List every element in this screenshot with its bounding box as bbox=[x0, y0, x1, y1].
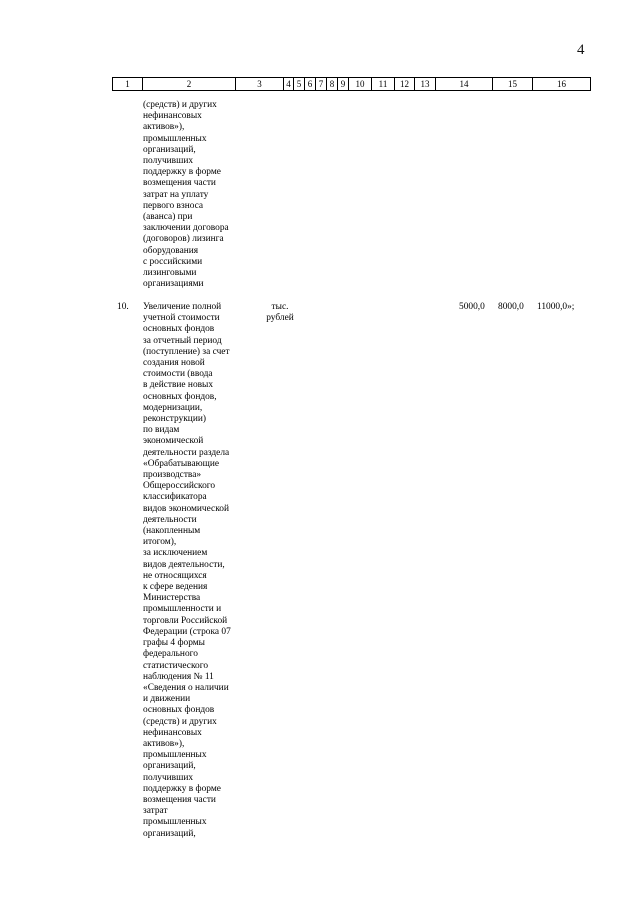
header-col-11: 11 bbox=[372, 78, 395, 90]
header-col-14: 14 bbox=[436, 78, 493, 90]
header-col-10: 10 bbox=[349, 78, 372, 90]
header-col-16: 16 bbox=[533, 78, 591, 90]
page-number: 4 bbox=[577, 42, 585, 58]
value-col-16: 11000,0»; bbox=[537, 302, 575, 312]
header-col-1: 1 bbox=[113, 78, 143, 90]
table-header-row bbox=[112, 77, 591, 91]
header-col-12: 12 bbox=[395, 78, 415, 90]
row-number: 10. bbox=[117, 302, 129, 312]
header-col-4: 4 bbox=[284, 78, 294, 90]
row-unit: тыс. рублей bbox=[266, 302, 294, 324]
header-col-9: 9 bbox=[338, 78, 349, 90]
header-col-6: 6 bbox=[305, 78, 316, 90]
header-col-8: 8 bbox=[327, 78, 338, 90]
row-description: Увеличение полной учетной стоимости основных фондов за отчетный период (поступление) за счет создания новой стоимости (ввода в действие новых основных фондов, модернизации, реконструкции) по видам экономической деятельности раздела «Обрабатывающие производства» Общероссийского классификатора видов экономической деятельности (накопленным итогом), за исключением видов деятельности, не относящихся к сфере ведения Министерства промышленности и торговли Российской Федерации (строка 07 графы 4 формы федерального статистического наблюдения № 11 «Сведения о наличии и движении основных фондов (средств) и других нефинансовых активов»), промышленных организаций, получивших поддержку в форме возмещения части затрат промышленных организаций, bbox=[143, 302, 231, 839]
header-col-13: 13 bbox=[415, 78, 436, 90]
continuation-description: (средств) и других нефинансовых активов»), промышленных организаций, получивших поддержку в форме возмещения части затрат на уплату первого взноса (аванса) при заключении договора (договоров) лизинга оборудования с российскими лизинговыми организациями bbox=[143, 100, 229, 290]
header-col-2: 2 bbox=[143, 78, 236, 90]
header-col-5: 5 bbox=[294, 78, 305, 90]
value-col-14: 5000,0 bbox=[459, 302, 485, 312]
value-col-15: 8000,0 bbox=[498, 302, 524, 312]
header-col-7: 7 bbox=[316, 78, 327, 90]
header-col-3: 3 bbox=[236, 78, 284, 90]
header-col-15: 15 bbox=[493, 78, 533, 90]
